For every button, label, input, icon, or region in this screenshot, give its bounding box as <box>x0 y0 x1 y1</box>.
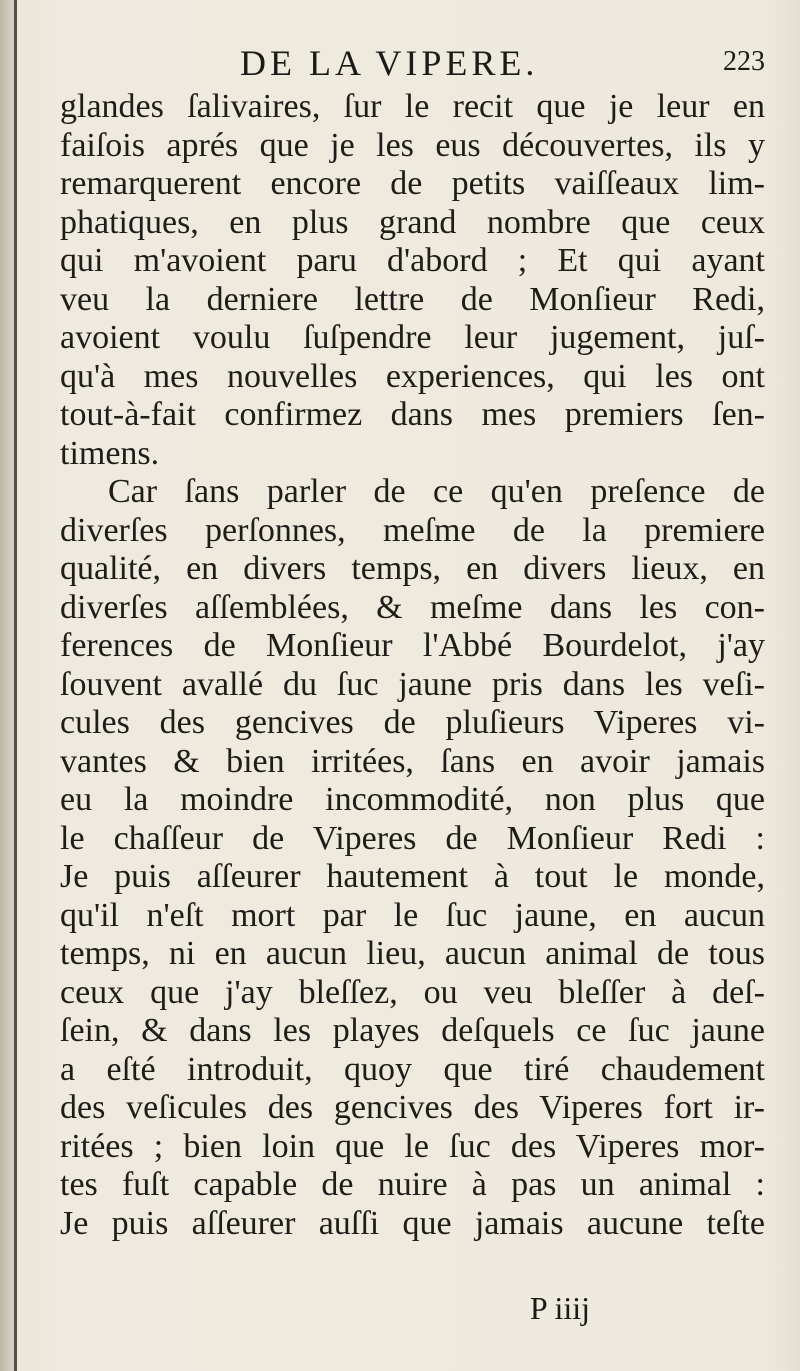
text-line: diverſes perſonnes, meſme de la premiere <box>60 511 765 549</box>
text-line: avoient voulu ſuſpendre leur jugement, juſ- <box>60 319 765 356</box>
text-line: qu'à mes nouvelles experiences, qui les ont <box>60 357 765 395</box>
text-line: des veſicules des gencives des Viperes fort ir- <box>60 1089 765 1126</box>
binding-shadow <box>0 0 14 1371</box>
text-line: le chaſſeur de Viperes de Monſieur Redi : <box>60 819 765 857</box>
text-line: ſein, & dans les playes deſquels ce ſuc jaune <box>60 1012 765 1049</box>
text-line: ſouvent avallé du ſuc jaune pris dans les veſi- <box>60 665 765 703</box>
text-line: timens. <box>60 434 160 472</box>
page-number: 223 <box>723 46 765 77</box>
signature-mark: P iiij <box>529 1290 590 1326</box>
body-text <box>60 86 765 1286</box>
text-line: qualité, en divers temps, en divers lieux, en <box>60 550 765 587</box>
text-line: eu la moindre incommodité, non plus que <box>60 781 765 818</box>
text-line: Car ſans parler de ce qu'en preſence de <box>108 473 765 510</box>
text-line: qui m'avoient paru d'abord ; Et qui ayant <box>60 242 765 279</box>
text-line: veu la derniere lettre de Monſieur Redi, <box>60 280 765 318</box>
text-line: diverſes aſſemblées, & meſme dans les con- <box>60 588 765 626</box>
text-line: cules des gencives de pluſieurs Viperes vi- <box>60 704 765 741</box>
page-header <box>60 40 765 90</box>
text-line: phatiques, en plus grand nombre que ceux <box>60 203 765 241</box>
binding-edge <box>14 0 17 1371</box>
text-line: ceux que j'ay bleſſez, ou veu bleſſer à deſ- <box>60 973 765 1011</box>
text-line: Je puis aſſeurer hautement à tout le monde, <box>60 858 765 895</box>
text-line: vantes & bien irritées, ſans en avoir jamais <box>60 742 765 780</box>
text-line: tes fuſt capable de nuire à pas un animal : <box>60 1166 765 1203</box>
text-line: qu'il n'eſt mort par le ſuc jaune, en aucun <box>60 896 765 934</box>
text-line: a eſté introduit, quoy que tiré chaudement <box>60 1050 765 1088</box>
text-line: Je puis aſſeurer auſſi que jamais aucune teſte <box>60 1204 765 1242</box>
text-line: ferences de Monſieur l'Abbé Bourdelot, j'ay <box>60 627 765 664</box>
text-line: glandes ſalivaires, ſur le recit que je leur en <box>60 88 765 125</box>
text-line: ritées ; bien loin que le ſuc des Viperes mor- <box>60 1127 765 1165</box>
running-title: DE LA VIPERE. <box>240 43 539 83</box>
text-line: remarquerent encore de petits vaiſſeaux lim- <box>60 165 765 202</box>
text-line: faiſois aprés que je les eus découvertes, ils y <box>60 126 765 164</box>
text-line: tout-à-fait confirmez dans mes premiers ſen- <box>60 396 765 433</box>
text-line: temps, ni en aucun lieu, aucun animal de tous <box>60 935 765 972</box>
